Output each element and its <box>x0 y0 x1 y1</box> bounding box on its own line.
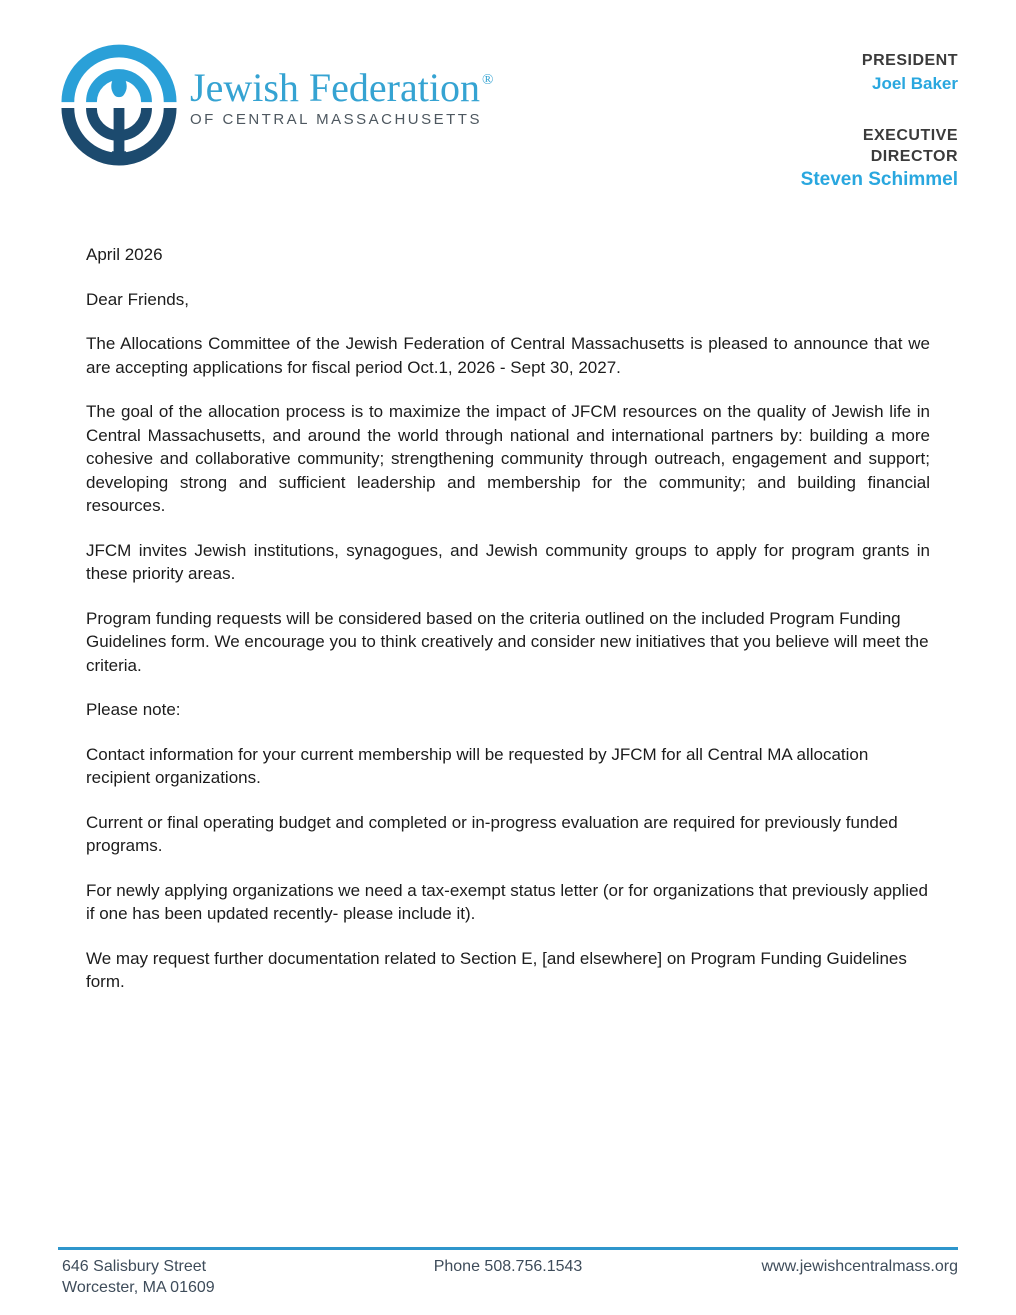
letter-body <box>86 243 930 1015</box>
officer-name: Steven Schimmel <box>800 169 958 191</box>
address-line-2: Worcester, MA 01609 <box>62 1279 215 1296</box>
officer-name: Joel Baker <box>872 73 958 93</box>
officer-title: EXECUTIVE DIRECTOR <box>862 126 958 165</box>
letter-paragraph: JFCM invites Jewish institutions, synagogues, and Jewish community groups to apply for program grants in these priority areas. <box>86 540 930 583</box>
letter-salutation: Dear Friends, <box>86 289 189 309</box>
officer-executive-director <box>801 126 958 192</box>
letter-date: April 2026 <box>86 245 163 264</box>
org-subtitle: OF CENTRAL MASSACHUSETTS <box>190 111 482 128</box>
officers-block <box>801 44 958 191</box>
footer-phone: Phone 508.756.1543 <box>433 1258 583 1275</box>
registered-trademark: ® <box>481 72 494 88</box>
letter-paragraph: Program funding requests will be considered based on the criteria outlined on the included Program Funding Guidelines form. We encourage you to think creatively and consider new initiatives that you believe will meet the criteria. <box>86 608 929 675</box>
footer-website: www.jewishcentralmass.org <box>761 1258 958 1275</box>
letter-paragraph: Please note: <box>86 700 181 719</box>
letter-paragraph: The Allocations Committee of the Jewish Federation of Central Massachusetts is pleased to announce that we are accepting applications for fiscal period Oct.1, 2026 - Sept 30, 2027. <box>86 334 930 377</box>
footer-divider <box>58 1247 958 1250</box>
officer-president <box>801 51 958 94</box>
org-name: Jewish Federation ® <box>190 65 494 110</box>
officer-title: PRESIDENT <box>861 52 958 69</box>
letter-paragraph: We may request further documentation related to Section E, [and elsewhere] on Program Funding Guidelines form. <box>86 948 907 991</box>
letter-paragraph: Contact information for your current membership will be requested by JFCM for all Central MA allocation recipient organizations. <box>86 744 869 787</box>
letter-paragraph: Current or final operating budget and completed or in-progress evaluation are required for previously funded programs. <box>86 812 898 855</box>
letter-footer <box>0 1247 1016 1315</box>
letter-paragraph: For newly applying organizations we need a tax-exempt status letter (or for organizations that previously applied if one has been updated recently- please include it). <box>86 880 928 923</box>
org-logo <box>60 44 502 172</box>
menorah-circle-icon <box>60 44 178 172</box>
address-line-1: 646 Salisbury Street <box>62 1258 207 1275</box>
letterhead <box>60 44 958 191</box>
letter-paragraph: The goal of the allocation process is to maximize the impact of JFCM resources on the quality of Jewish life in Central Massachusetts, and around the world through national and international partners by: building a more cohesive and collaborative community; strengthening community through outreach, engagement and support; developing strong and sufficient leadership and membership for the community; and building financial resources. <box>86 402 930 515</box>
org-wordmark <box>190 44 502 128</box>
